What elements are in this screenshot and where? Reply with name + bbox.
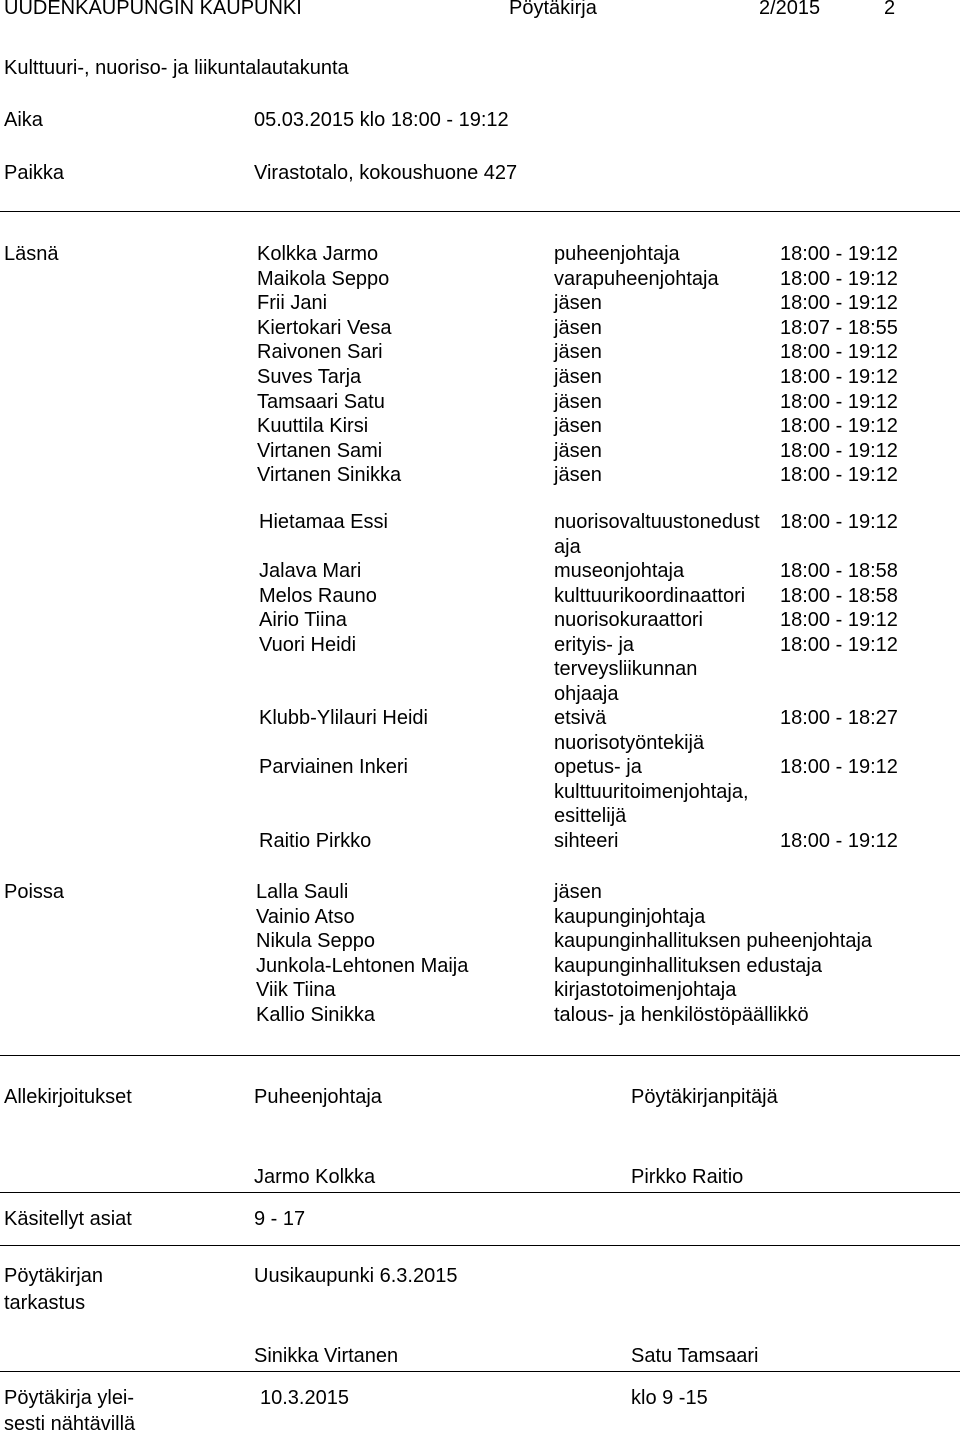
absentee-role: kirjastotoimenjohtaja — [554, 979, 737, 1002]
reviewer-1: Sinikka Virtanen — [254, 1345, 399, 1367]
absentee-name: Nikula Seppo — [256, 930, 375, 953]
attendee-name: Kolkka Jarmo — [257, 243, 379, 265]
absentee-role: kaupunginjohtaja — [554, 905, 706, 928]
absent-label: Poissa — [4, 881, 65, 903]
attendee-name: Raitio Pirkko — [259, 829, 372, 852]
attendee-role: jäsen — [554, 464, 602, 487]
section-divider — [0, 211, 960, 212]
place-value: Virastotalo, kokoushuone 427 — [254, 162, 518, 184]
chair-title: Puheenjohtaja — [254, 1086, 382, 1108]
attendee-name: Frii Jani — [257, 292, 328, 315]
attendee-time: 18:00 - 19:12 — [780, 341, 898, 364]
section-divider — [0, 1371, 960, 1372]
attendee-time: 18:00 - 19:12 — [780, 511, 898, 533]
attendee-name: Kuuttila Kirsi — [257, 415, 369, 438]
time-value: 05.03.2015 klo 18:00 - 19:12 — [254, 109, 509, 131]
attendee-role: museonjohtaja — [554, 560, 685, 582]
attendee-time: 18:00 - 19:12 — [780, 464, 898, 487]
review-value: Uusikaupunki 6.3.2015 — [254, 1265, 458, 1287]
attendee-role: aja — [554, 535, 581, 558]
attendee-time: 18:00 - 19:12 — [780, 292, 898, 315]
attendee-time: 18:00 - 19:12 — [780, 609, 898, 631]
chair-name: Jarmo Kolkka — [254, 1166, 376, 1188]
attendee-name: Virtanen Sami — [257, 439, 383, 462]
attendee-name: Kiertokari Vesa — [257, 316, 392, 339]
attendee-time: 18:00 - 18:58 — [780, 584, 898, 607]
attendee-role: jäsen — [554, 439, 602, 462]
attendee-time: 18:00 - 19:12 — [780, 756, 898, 778]
time-label: Aika — [4, 109, 43, 131]
attendee-time: 18:00 - 19:12 — [780, 829, 898, 852]
city-name: UUDENKAUPUNGIN KAUPUNKI — [4, 0, 302, 19]
attendee-time: 18:00 - 18:27 — [780, 707, 898, 729]
attendee-time: 18:00 - 19:12 — [780, 243, 898, 265]
attendee-time: 18:00 - 19:12 — [780, 390, 898, 413]
attendee-role: puheenjohtaja — [554, 243, 680, 265]
attendee-name: Melos Rauno — [259, 584, 377, 607]
attendee-role: jäsen — [554, 316, 602, 339]
attendee-time: 18:07 - 18:55 — [780, 316, 898, 339]
reviewer-2: Satu Tamsaari — [631, 1345, 759, 1367]
attendee-role: etsivä — [554, 707, 607, 729]
attendee-role: esittelijä — [554, 805, 627, 827]
attendee-role: jäsen — [554, 341, 602, 364]
public-label-line1: Pöytäkirja ylei- — [4, 1387, 135, 1409]
attendee-name: Raivonen Sari — [257, 341, 383, 364]
attendee-name: Airio Tiina — [259, 609, 347, 631]
attendee-role: jäsen — [554, 390, 602, 413]
review-label-line1: Pöytäkirjan — [4, 1265, 103, 1287]
attendee-name: Klubb-Ylilauri Heidi — [259, 707, 428, 729]
attendee-name: Parviainen Inkeri — [259, 756, 408, 778]
public-date: 10.3.2015 — [260, 1387, 349, 1409]
attendee-role: kulttuurikoordinaattori — [554, 584, 746, 607]
attendee-name: Virtanen Sinikka — [257, 464, 402, 487]
document-number: 2/2015 — [759, 0, 821, 19]
attendee-role: terveysliikunnan — [554, 658, 698, 680]
document-type: Pöytäkirja — [509, 0, 597, 19]
absentee-name: Lalla Sauli — [256, 881, 349, 903]
attendee-name: Vuori Heidi — [259, 633, 357, 656]
attendee-role: varapuheenjohtaja — [554, 267, 719, 290]
attendee-role: jäsen — [554, 415, 602, 438]
secretary-name: Pirkko Raitio — [631, 1166, 744, 1188]
absentee-role: talous- ja henkilöstöpäällikkö — [554, 1004, 809, 1026]
absentee-name: Junkola-Lehtonen Maija — [256, 954, 469, 977]
attendee-role: jäsen — [554, 366, 602, 388]
attendee-role: jäsen — [554, 292, 602, 315]
absentee-name: Vainio Atso — [256, 905, 355, 928]
section-divider — [0, 1245, 960, 1246]
attendee-name: Tamsaari Satu — [257, 390, 385, 413]
attendee-role: opetus- ja — [554, 756, 642, 778]
attendee-role: kulttuuritoimenjohtaja, — [554, 780, 749, 803]
committee-name: Kulttuuri-, nuoriso- ja liikuntalautakunta — [4, 57, 349, 79]
absentee-name: Viik Tiina — [256, 979, 336, 1002]
public-hours: klo 9 -15 — [631, 1387, 708, 1409]
signatures-label: Allekirjoitukset — [4, 1086, 132, 1108]
attendee-role: ohjaaja — [554, 682, 619, 705]
attendee-role: nuorisotyöntekijä — [554, 731, 705, 754]
public-label-line2: sesti nähtävillä — [4, 1413, 136, 1435]
attendee-name: Jalava Mari — [259, 560, 362, 582]
attendee-role: erityis- ja — [554, 633, 635, 656]
attendee-role: sihteeri — [554, 829, 619, 852]
section-divider — [0, 1192, 960, 1193]
attendee-name: Suves Tarja — [257, 366, 362, 388]
absentee-name: Kallio Sinikka — [256, 1004, 375, 1026]
items-value: 9 - 17 — [254, 1208, 306, 1230]
attendee-time: 18:00 - 19:12 — [780, 267, 898, 290]
page-number: 2 — [884, 0, 896, 19]
attendee-time: 18:00 - 19:12 — [780, 439, 898, 462]
absentee-role: kaupunginhallituksen puheenjohtaja — [554, 930, 873, 953]
attendee-time: 18:00 - 19:12 — [780, 633, 898, 656]
items-label: Käsitellyt asiat — [4, 1208, 132, 1230]
attendee-time: 18:00 - 18:58 — [780, 560, 898, 582]
attendee-time: 18:00 - 19:12 — [780, 415, 898, 438]
attendee-time: 18:00 - 19:12 — [780, 366, 898, 388]
attendee-role: nuorisovaltuustonedust — [554, 511, 760, 533]
attendee-name: Maikola Seppo — [257, 267, 390, 290]
review-label-line2: tarkastus — [4, 1292, 86, 1314]
place-label: Paikka — [4, 162, 65, 184]
absentee-role: kaupunginhallituksen edustaja — [554, 954, 822, 977]
section-divider — [0, 1055, 960, 1056]
attendee-name: Hietamaa Essi — [259, 511, 388, 533]
absentee-role: jäsen — [554, 881, 602, 903]
attendee-role: nuorisokuraattori — [554, 609, 703, 631]
secretary-title: Pöytäkirjanpitäjä — [631, 1086, 778, 1108]
present-label: Läsnä — [4, 243, 59, 265]
